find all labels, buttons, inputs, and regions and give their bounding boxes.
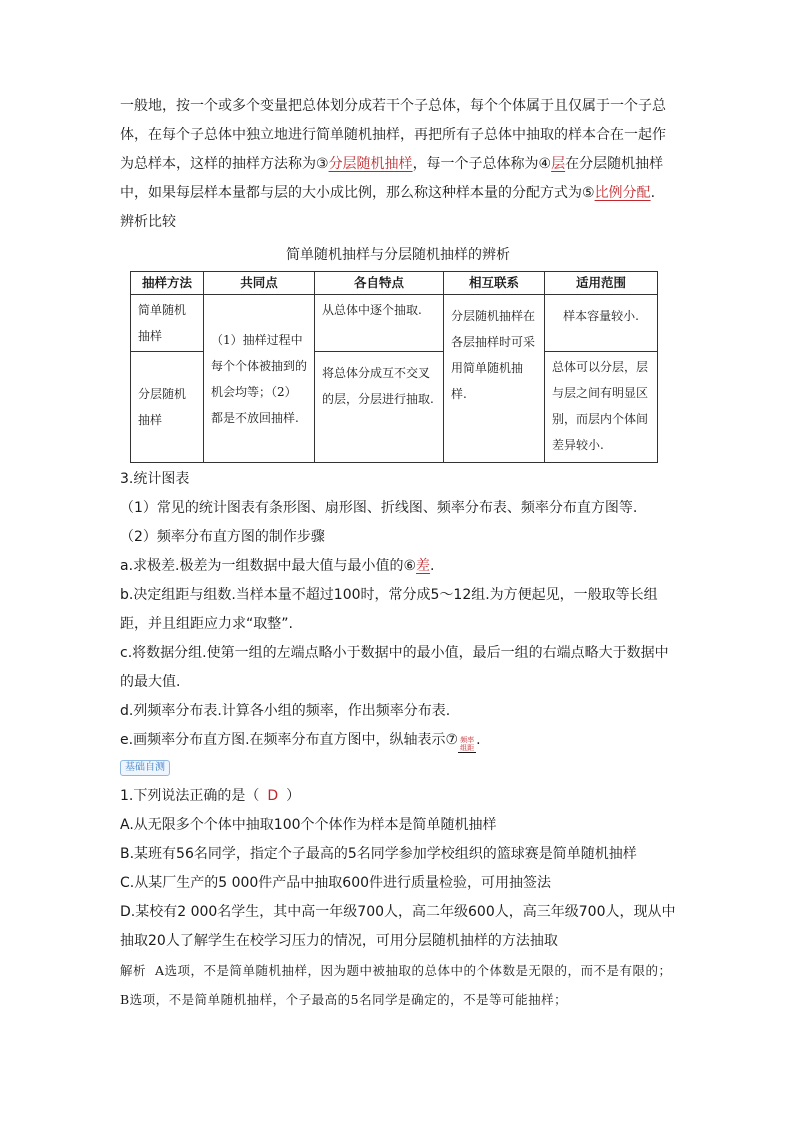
cell-scope-simple: 样本容量较小. [545,295,658,352]
cell-common: （1）抽样过程中每个个体被抽到的机会均等；（2）都是不放回抽样. [204,295,315,463]
section-3-heading: 3.统计图表 [120,471,190,487]
solution-label: 解析 [120,963,147,978]
answer-7: 频率 组距 [460,736,475,752]
table-title: 简单随机抽样与分层随机抽样的辨析 [286,247,510,263]
header-common: 共同点 [204,272,315,295]
cell-feature-stratified: 将总体分成互不交叉的层，分层进行抽取. [315,352,444,463]
answer-4: 层 [551,156,566,172]
section-3-item-2: （2）频率分布直方图的制作步骤 [120,529,325,545]
answer-6: 差 [416,558,431,574]
basic-self-test-badge: 基础自测 [120,760,170,776]
option-a: A.从无限多个个体中抽取100个个体作为样本是简单随机抽样 [120,817,497,833]
header-method: 抽样方法 [131,272,204,295]
step-a: a.求极差.极差为一组数据中最大值与最小值的⑥差. [120,558,435,574]
header-relation: 相互联系 [444,272,545,295]
answer-5: 比例分配 [594,185,651,201]
section-compare-heading: 辨析比较 [120,214,176,230]
answer-3: 分层随机抽样 [328,156,413,172]
intro-paragraph: 一般地，按一个或多个变量把总体划分成若干个子总体，每个个体属于且仅属于一个子总体，在每个子总体中独立地进行简单随机抽样，再把所有子总体中抽取的样本合在一起作为总样本，这样的抽样方法称为③分层随机抽样，每一个子总体称为④层在分层随机抽样中，如果每层样本量都与层的大小成比例，那么称这种样本量的分配方式为⑤比例分配. [120,98,666,201]
section-3-item-1: （1）常见的统计图表有条形图、扇形图、折线图、频率分布表、频率分布直方图等. [120,500,638,516]
step-d: d.列频率分布表.计算各小组的频率，作出频率分布表. [120,703,451,719]
cell-method-simple: 简单随机抽样 [131,295,204,352]
cell-relation: 分层随机抽样在各层抽样时可采用简单随机抽样. [444,295,545,463]
cell-scope-stratified: 总体可以分层，层与层之间有明显区别，而层内个体间差异较小. [545,352,658,463]
solution: 解析 A选项，不是简单随机抽样，因为题中被抽取的总体中的个体数是无限的，而不是有限的；B选项，不是简单随机抽样，个子最高的5名同学是确定的，不是等可能抽样； [120,963,672,1007]
question-1-answer: D [267,788,279,804]
question-1-stem: 1.下列说法正确的是（ D ） [120,788,301,804]
cell-feature-simple: 从总体中逐个抽取. [315,295,444,352]
comparison-table [130,271,658,463]
header-scope: 适用范围 [545,272,658,295]
option-c: C.从某厂生产的5 000件产品中抽取600件进行质量检验，可用抽签法 [120,875,552,891]
step-e: e.画频率分布直方图.在频率分布直方图中，纵轴表示⑦ 频率 组距 . [120,732,481,752]
step-b: b.决定组距与组数.当样本量不超过100时，常分成5～12组.为方便起见，一般取等长组距，并且组距应力求“取整”. [120,587,658,632]
step-c: c.将数据分组.使第一组的左端点略小于数据中的最小值，最后一组的右端点略大于数据中的最大值. [120,645,669,690]
document-page [120,92,676,1014]
option-b: B.某班有56名同学，指定个子最高的5名同学参加学校组织的篮球赛是简单随机抽样 [120,846,637,862]
header-feature: 各自特点 [315,272,444,295]
option-d: D.某校有2 000名学生，其中高一年级700人，高二年级600人，高三年级700人，现从中抽取20人了解学生在校学习压力的情况，可用分层随机抽样的方法抽取 [120,904,676,949]
cell-method-stratified: 分层随机抽样 [131,352,204,463]
